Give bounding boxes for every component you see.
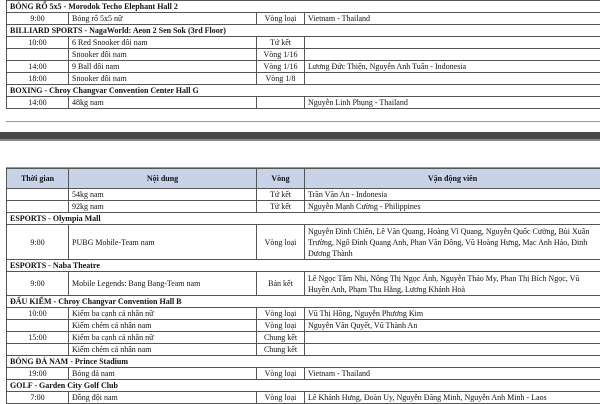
schedule-table-top [6, 0, 600, 109]
event-cell: Kiếm chém cá nhân nam [69, 344, 257, 356]
table-row [7, 392, 600, 404]
event-cell: 54kg nam [69, 189, 257, 201]
athletes-cell: Lê Khánh Hưng, Đoàn Uy, Nguyễn Đăng Minh, Nguyễn Anh Minh - Laos [305, 392, 600, 404]
athletes-cell: Lương Đức Thiện, Nguyễn Anh Tuấn - Indonesia [305, 61, 600, 73]
header-event: Nội dung [69, 169, 257, 189]
round-cell [257, 97, 305, 109]
section-title: BÓNG ĐÁ NAM - Prince Stadium [7, 356, 600, 368]
section-title: BOXING - Chroy Changvar Convention Center Hall G [7, 85, 600, 97]
time-cell [7, 189, 69, 201]
page-break [0, 122, 600, 166]
table-row [7, 308, 600, 320]
header-athletes: Vận động viên [305, 169, 600, 189]
time-cell: 14:00 [7, 97, 69, 109]
section-header-row [7, 380, 600, 392]
round-cell: Tứ kết [257, 201, 305, 213]
table-row [7, 61, 600, 73]
event-cell: Snooker đôi nam [69, 49, 257, 61]
round-cell: Bán kết [257, 272, 305, 296]
time-cell: 9:00 [7, 272, 69, 296]
event-cell: Mobile Legends: Bang Bang-Team nam [69, 272, 257, 296]
athletes-cell [305, 73, 600, 85]
event-cell: Kiếm chém cá nhân nam [69, 320, 257, 332]
table-row [7, 97, 600, 109]
time-cell: 15:00 [7, 332, 69, 344]
time-cell: 9:00 [7, 225, 69, 260]
round-cell: Vòng loại [257, 368, 305, 380]
page-separator-shadow [0, 139, 600, 141]
table-row [7, 320, 600, 332]
event-cell: Kiếm ba cạnh cá nhân nữ [69, 332, 257, 344]
athletes-cell: Nguyễn Linh Phụng - Thailand [305, 97, 600, 109]
section-title: ESPORTS - Olympia Mall [7, 213, 600, 225]
time-cell [7, 344, 69, 356]
round-cell: Vòng loại [257, 392, 305, 404]
event-cell: 92kg nam [69, 201, 257, 213]
section-title: ESPORTS - Naba Theatre [7, 260, 600, 272]
athletes-cell: Vietnam - Thailand [305, 368, 600, 380]
section-header-row [7, 85, 600, 97]
page-separator [0, 132, 600, 139]
table-row [7, 49, 600, 61]
time-cell: 7:00 [7, 392, 69, 404]
round-cell: Tứ kết [257, 37, 305, 49]
athletes-cell: Vietnam - Thailand [305, 13, 600, 25]
athletes-cell: Vũ Thị Hồng, Nguyễn Phương Kim [305, 308, 600, 320]
section-header-row [7, 213, 600, 225]
round-cell: Vòng 1/16 [257, 61, 305, 73]
schedule-page-top [6, 0, 600, 122]
section-header-row [7, 25, 600, 37]
athletes-cell: Trần Văn An - Indonesia [305, 189, 600, 201]
header-time: Thời gian [7, 169, 69, 189]
round-cell: Vòng loại [257, 320, 305, 332]
round-cell: Vòng loại [257, 308, 305, 320]
table-row [7, 13, 600, 25]
time-cell: 14:00 [7, 61, 69, 73]
schedule-page-bottom [6, 167, 600, 401]
athletes-cell: Nguyễn Văn Quyết, Vũ Thành An [305, 320, 600, 332]
athletes-cell [305, 37, 600, 49]
athletes-cell: Lê Ngọc Tâm Nhi, Nông Thị Ngọc Ánh, Nguyễn Thảo My, Phan Thị Bích Ngọc, Vũ Huyền Anh, Phạm Thu Hằng, Lương Khánh Hoà [305, 272, 600, 296]
table-row [7, 272, 600, 296]
event-cell: Bóng đá nam [69, 368, 257, 380]
table-row [7, 189, 600, 201]
time-cell: 9:00 [7, 13, 69, 25]
section-title: BÓNG RỔ 5x5 - Morodok Techo Elephant Hall 2 [7, 1, 600, 13]
round-cell: Chung kết [257, 332, 305, 344]
event-cell: 9 Ball đôi nam [69, 61, 257, 73]
round-cell: Vòng loại [257, 225, 305, 260]
time-cell: 19:00 [7, 368, 69, 380]
schedule-table-bottom [6, 168, 600, 404]
time-cell [7, 49, 69, 61]
section-header-row [7, 356, 600, 368]
table-row [7, 344, 600, 356]
event-cell: PUBG Mobile-Team nam [69, 225, 257, 260]
section-header-row [7, 296, 600, 308]
section-title: BILLIARD SPORTS - NagaWorld: Aeon 2 Sen Sok (3rd Floor) [7, 25, 600, 37]
athletes-cell: Nguyễn Mạnh Cường - Philippines [305, 201, 600, 213]
time-cell [7, 201, 69, 213]
round-cell: Vòng 1/8 [257, 73, 305, 85]
time-cell: 10:00 [7, 308, 69, 320]
table-row [7, 225, 600, 260]
time-cell: 18:00 [7, 73, 69, 85]
event-cell: 6 Red Snooker đôi nam [69, 37, 257, 49]
round-cell: Tứ kết [257, 189, 305, 201]
event-cell: Bóng rổ 5x5 nữ [69, 13, 257, 25]
header-round: Vòng [257, 169, 305, 189]
round-cell: Chung kết [257, 344, 305, 356]
round-cell: Vòng loại [257, 13, 305, 25]
athletes-cell [305, 344, 600, 356]
section-title: ĐẤU KIẾM - Chroy Changvar Convention Hall B [7, 296, 600, 308]
section-header-row [7, 1, 600, 13]
table-row [7, 332, 600, 344]
section-header-row [7, 260, 600, 272]
time-cell [7, 320, 69, 332]
athletes-cell: Nguyễn Đình Chiến, Lê Văn Quang, Hoàng Vĩ Quang, Nguyễn Quốc Cường, Bùi Xuân Trường, Ngô Đình Quang Anh, Phan Văn Đông, Vũ Hoàng Hưng, Mạc Anh Hảo, Đinh Dương Thành [305, 225, 600, 260]
round-cell: Vòng 1/16 [257, 49, 305, 61]
event-cell: 48kg nam [69, 97, 257, 109]
table-row [7, 37, 600, 49]
time-cell: 10:00 [7, 37, 69, 49]
athletes-cell [305, 49, 600, 61]
event-cell: Đồng đội nam [69, 392, 257, 404]
table-row [7, 201, 600, 213]
section-title: GOLF - Garden City Golf Club [7, 380, 600, 392]
table-row [7, 73, 600, 85]
athletes-cell [305, 332, 600, 344]
event-cell: Snooker đôi nam [69, 73, 257, 85]
event-cell: Kiếm ba cạnh cá nhân nữ [69, 308, 257, 320]
table-header-row [7, 169, 600, 189]
table-row [7, 368, 600, 380]
